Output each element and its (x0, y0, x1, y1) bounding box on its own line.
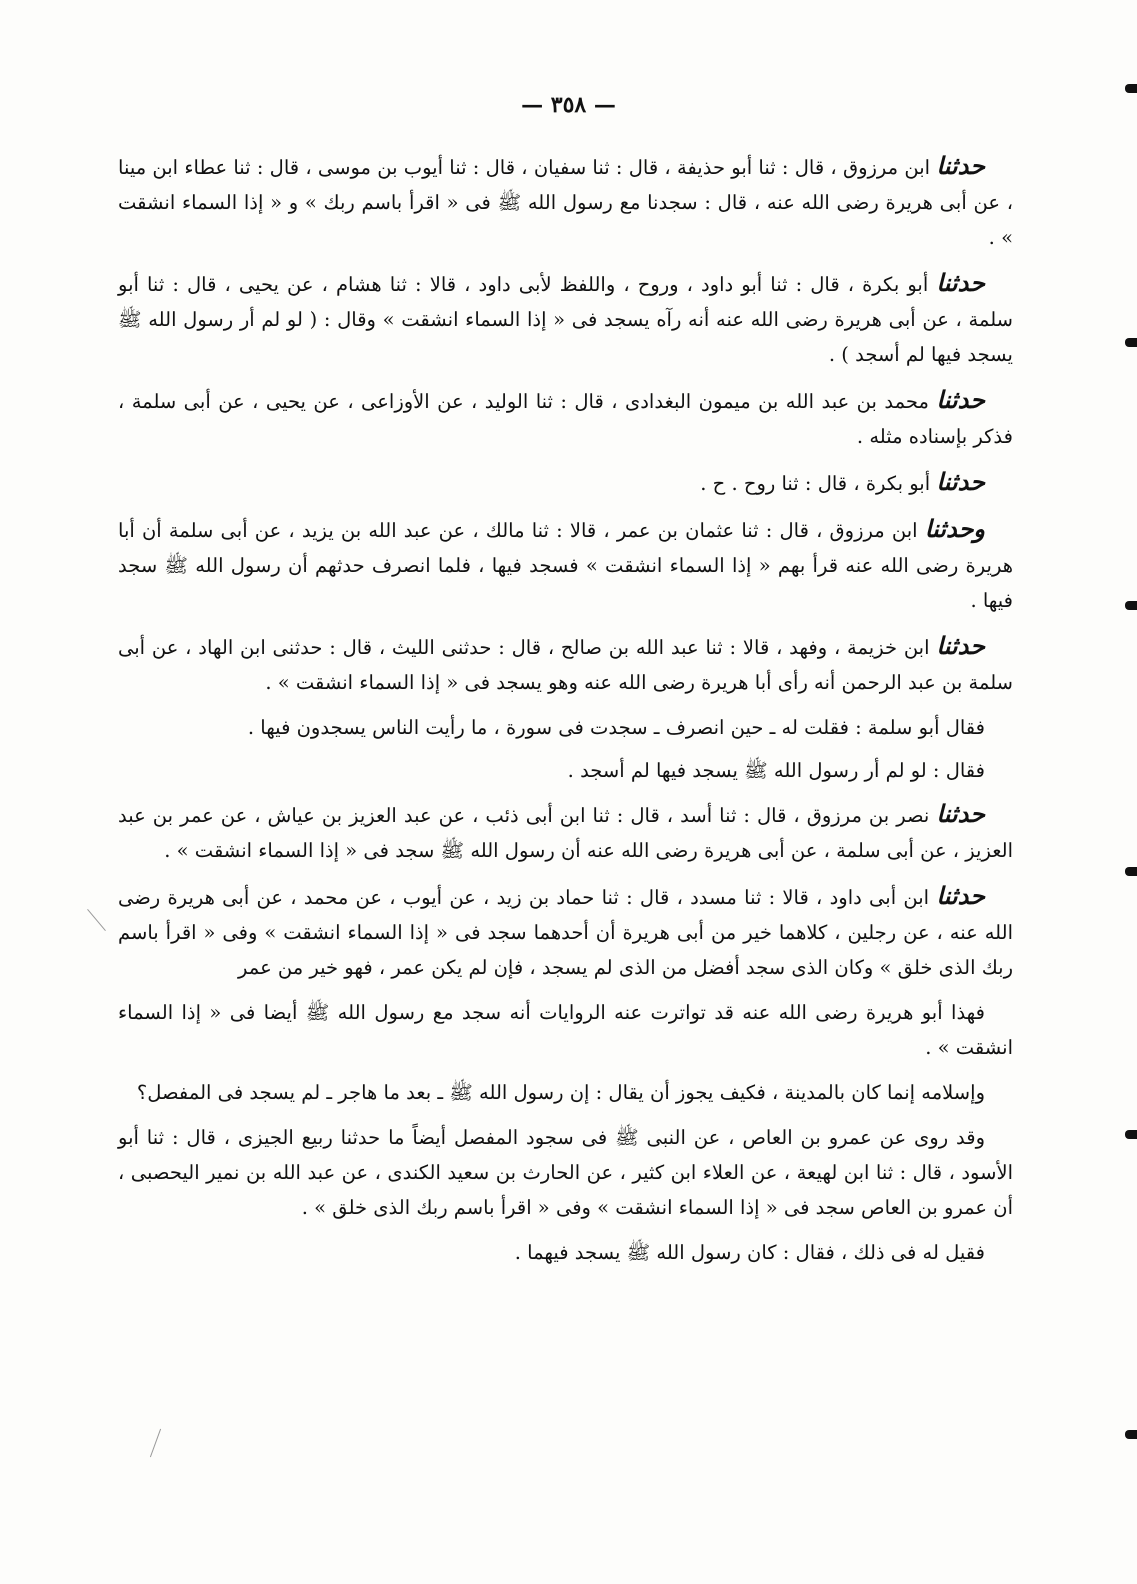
paragraph-text: أبو بكرة ، قال : ثنا أبو داود ، وروح ، واللفظ لأبى داود ، قالا : ثنا هشام ، عن يحيى ، قال : ثنا أبو سلمة ، عن أبى هريرة رضى الله عنه أنه رآه يسجد فى « إذا السماء انشقت » وقال : ( لو لم أر رسول الله ﷺ يسجد فيها لم أسجد ) . (118, 273, 1013, 366)
hadith-lead-word: حدثنا (936, 151, 985, 180)
scan-edge-mark (1125, 338, 1137, 347)
scan-edge-mark (1125, 84, 1137, 93)
pencil-mark (150, 1429, 161, 1458)
paragraph-text: ابن مرزوق ، قال : ثنا عثمان بن عمر ، قالا : ثنا مالك ، عن عبد الله بن يزيد ، عن أبى سلمة أن أبا هريرة رضى الله عنه قرأ بهم « إذا السماء انشقت » فسجد فيها ، فلما انصرف حدثهم أن رسول الله ﷺ سجد فيها . (118, 519, 1013, 612)
paragraph-text: وإسلامه إنما كان بالمدينة ، فكيف يجوز أن يقال : إن رسول الله ﷺ ـ بعد ما هاجر ـ لم يسجد فى المفصل؟ (136, 1081, 985, 1104)
body-text (118, 148, 1013, 1280)
commentary-paragraph (118, 753, 1013, 788)
commentary-paragraph (118, 995, 1013, 1065)
hadith-paragraph (118, 796, 1013, 868)
paragraph-text: وقد روى عن عمرو بن العاص ، عن النبى ﷺ فى سجود المفصل أيضاً ما حدثنا ربيع الجيزى ، قال : ثنا أبو الأسود ، قال : ثنا ابن لهيعة ، عن العلاء ابن كثير ، عن الحارث بن سعيد الكندى ، عن عبد الله بن نمير اليحصبى ، أن عمرو بن العاص سجد فى « إذا السماء انشقت » وفى « اقرأ باسم ربك الذى خلق » . (118, 1126, 1013, 1219)
hadith-paragraph (118, 878, 1013, 985)
paragraph-text: فقال : لو لم أر رسول الله ﷺ يسجد فيها لم أسجد . (567, 759, 985, 782)
hadith-lead-word: حدثنا (936, 268, 985, 297)
paragraph-text: أبو بكرة ، قال : ثنا روح . ح . (700, 472, 931, 495)
commentary-paragraph (118, 1235, 1013, 1270)
commentary-paragraph (118, 1120, 1013, 1225)
hadith-paragraph (118, 628, 1013, 700)
paragraph-text: فقال أبو سلمة : فقلت له ـ حين انصرف ـ سجدت فى سورة ، ما رأيت الناس يسجدون فيها . (247, 716, 985, 739)
paragraph-text: محمد بن عبد الله بن ميمون البغدادى ، قال : ثنا الوليد ، عن الأوزاعى ، عن يحيى ، عن أبى سلمة ، فذكر بإسناده مثله . (118, 390, 1013, 448)
pencil-mark (87, 909, 106, 931)
scan-edge-mark (1125, 1130, 1137, 1139)
scan-edge-mark (1125, 867, 1137, 876)
hadith-paragraph (118, 265, 1013, 372)
hadith-lead-word: حدثنا (936, 467, 985, 496)
hadith-paragraph (118, 382, 1013, 454)
hadith-paragraph (118, 511, 1013, 618)
hadith-lead-word: حدثنا (936, 631, 985, 660)
paragraph-text: فهذا أبو هريرة رضى الله عنه قد تواترت عنه الروايات أنه سجد مع رسول الله ﷺ أيضا فى « إذا السماء انشقت » . (118, 1001, 1013, 1059)
paragraph-text: ابن أبى داود ، قالا : ثنا مسدد ، قال : ثنا حماد بن زيد ، عن أيوب ، عن محمد ، عن أبى هريرة رضى الله عنه ، عن رجلين ، كلاهما خير من أبى هريرة أن أحدهما سجد فى « إذا السماء انشقت » وفى « اقرأ باسم ربك الذى خلق » وكان الذى سجد أفضل من الذى لم يسجد ، فإن لم يكن عمر ، فهو خير من عمر (118, 886, 1013, 979)
hadith-lead-word: وحدثنا (924, 514, 985, 543)
scan-edge-mark (1125, 601, 1137, 610)
hadith-lead-word: حدثنا (936, 385, 986, 414)
commentary-paragraph (118, 1075, 1013, 1110)
hadith-lead-word: حدثنا (936, 799, 986, 828)
hadith-paragraph (118, 148, 1013, 255)
scan-edge-mark (1125, 1430, 1137, 1439)
paragraph-text: نصر بن مرزوق ، قال : ثنا أسد ، قال : ثنا ابن أبى ذئب ، عن عبد العزيز بن عياش ، عن عمر بن عبد العزيز ، عن أبى سلمة ، عن أبى هريرة رضى الله عنه أن رسول الله ﷺ سجد فى « إذا السماء انشقت » . (118, 804, 1013, 862)
paragraph-text: ابن خزيمة ، وفهد ، قالا : ثنا عبد الله بن صالح ، قال : حدثنى الليث ، قال : حدثنى ابن الهاد ، عن أبى سلمة بن عبد الرحمن أنه رأى أبا هريرة رضى الله عنه وهو يسجد فى « إذا السماء انشقت » . (118, 636, 1013, 694)
commentary-paragraph (118, 710, 1013, 745)
page-number: — ٣٥٨ — (521, 92, 616, 118)
hadith-lead-word: حدثنا (936, 881, 985, 910)
paragraph-text: فقيل له فى ذلك ، فقال : كان رسول الله ﷺ يسجد فيهما . (514, 1241, 985, 1264)
hadith-paragraph (118, 464, 1013, 501)
paragraph-text: ابن مرزوق ، قال : ثنا أبو حذيفة ، قال : ثنا سفيان ، قال : ثنا أيوب بن موسى ، قال : ثنا عطاء ابن مينا ، عن أبى هريرة رضى الله عنه ، قال : سجدنا مع رسول الله ﷺ فى « اقرأ باسم ربك » و « إذا السماء انشقت » . (118, 156, 1013, 249)
